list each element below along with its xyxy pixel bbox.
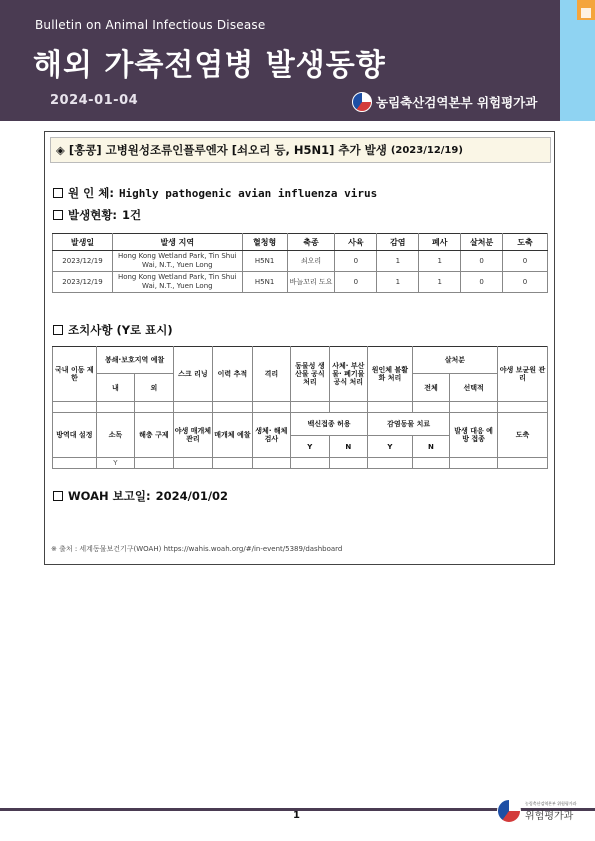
- checkbox-icon: [53, 491, 63, 501]
- woah-label: WOAH 보고일:: [68, 489, 151, 503]
- header-carcass-disposal: 사체· 부산물· 폐기물 공식 처리: [329, 347, 367, 402]
- bulletin-subtitle: Bulletin on Animal Infectious Disease: [35, 18, 266, 32]
- header-wildlife-reservoir: 야생 보균원 관리: [498, 347, 548, 402]
- value-cell: [213, 458, 253, 469]
- status-label: 발생현황:: [68, 208, 118, 222]
- col-raised: 사육: [335, 234, 377, 251]
- col-infected: 감염: [377, 234, 419, 251]
- value-cell: [53, 402, 97, 413]
- value-cell: Y: [96, 458, 134, 469]
- corner-decoration: [577, 0, 595, 20]
- woah-line: [53, 488, 228, 504]
- header-pathogen-inactivation: 원인체 불활화 처리: [368, 347, 413, 402]
- table-row: [53, 251, 548, 272]
- measures-line: [53, 322, 173, 338]
- cell-dead: 1: [419, 272, 461, 293]
- report-box: [44, 131, 555, 565]
- footer-agency-small: 농림축산검역본부 위험평가과: [525, 800, 577, 806]
- outbreak-table-header: [53, 234, 548, 251]
- status-value: 1건: [122, 208, 142, 222]
- value-cell: [135, 458, 173, 469]
- value-cell: [329, 458, 367, 469]
- cell-species: 바늘꼬리 도요: [287, 272, 335, 293]
- measures-table: [52, 346, 548, 469]
- header-wild-vector: 야생 매개체 관리: [173, 413, 213, 458]
- cell-slaughtered: 0: [503, 251, 548, 272]
- cell-species: 쇠오리: [287, 251, 335, 272]
- cell-region: Hong Kong Wetland Park, Tin Shui Wai, N.T., Yuen Long: [112, 251, 242, 272]
- col-dead: 폐사: [419, 234, 461, 251]
- header-inspection: 생체· 해체 검사: [252, 413, 290, 458]
- header-culling: 살처분: [412, 347, 497, 374]
- checkbox-icon: [53, 325, 63, 335]
- header-banner: [0, 0, 560, 121]
- agency-logo: [352, 92, 537, 112]
- value-cell: [412, 458, 449, 469]
- value-cell: [213, 402, 253, 413]
- footer-logo: [497, 799, 577, 823]
- header-vacc-yes: Y: [291, 436, 329, 458]
- header-emergency-vaccination: 발생 대응 예방 접종: [450, 413, 498, 458]
- header-treat-yes: Y: [368, 436, 413, 458]
- header-zone-surveillance: 봉쇄·보호지역 예찰: [96, 347, 173, 374]
- value-cell: [368, 402, 413, 413]
- cell-culled: 0: [461, 272, 503, 293]
- header-slaughter: 도축: [498, 413, 548, 458]
- page-title: 해외 가축전염병 발생동향: [33, 48, 386, 83]
- value-cell: [96, 402, 134, 413]
- government-emblem-icon: [352, 92, 372, 112]
- table-row: [53, 272, 548, 293]
- header-treatment: 감염동물 치료: [368, 413, 450, 436]
- page-number: 1: [293, 810, 300, 821]
- woah-date: 2024/01/02: [155, 489, 229, 503]
- cell-region: Hong Kong Wetland Park, Tin Shui Wai, N.T., Yuen Long: [112, 272, 242, 293]
- header-zoning: 방역대 설정: [53, 413, 97, 458]
- cell-serotype: H5N1: [242, 272, 287, 293]
- pathogen-line: [53, 185, 377, 201]
- value-cell: [135, 402, 173, 413]
- cell-infected: 1: [377, 272, 419, 293]
- header-quarantine: 격리: [252, 347, 290, 402]
- value-cell: [291, 402, 329, 413]
- status-line: [53, 207, 141, 223]
- header-traceability: 이력 추적: [213, 347, 253, 402]
- col-region: 발생 지역: [112, 234, 242, 251]
- header-vacc-no: N: [329, 436, 367, 458]
- header-cull-selective: 선택적: [450, 374, 498, 402]
- cell-date: 2023/12/19: [53, 272, 113, 293]
- value-cell: [291, 458, 329, 469]
- header-disinfection: 소독: [96, 413, 134, 458]
- value-cell: [498, 458, 548, 469]
- header-movement-restriction: 국내 이동 제한: [53, 347, 97, 402]
- cell-culled: 0: [461, 251, 503, 272]
- header-vaccination: 백신접종 허용: [291, 413, 368, 436]
- diamond-bullet-icon: ◈: [56, 143, 65, 157]
- cell-date: 2023/12/19: [53, 251, 113, 272]
- measures-label: 조치사항 (Y로 표시): [68, 323, 173, 337]
- outbreak-table: [52, 233, 548, 293]
- value-cell: [450, 402, 498, 413]
- header-vector-surveillance: 매개체 예찰: [213, 413, 253, 458]
- cell-raised: 0: [335, 272, 377, 293]
- government-emblem-icon: [497, 799, 521, 823]
- col-slaughtered: 도축: [503, 234, 548, 251]
- value-cell: [173, 402, 213, 413]
- header-outside: 외: [135, 374, 173, 402]
- checkbox-icon: [53, 188, 63, 198]
- topic-heading: [50, 137, 551, 163]
- footer-agency-name: 위험평가과: [525, 810, 574, 822]
- cell-raised: 0: [335, 251, 377, 272]
- pathogen-value: Highly pathogenic avian influenza virus: [118, 186, 378, 200]
- cell-slaughtered: 0: [503, 272, 548, 293]
- agency-name: 농림축산검역본부 위험평가과: [376, 95, 538, 110]
- value-cell: [252, 402, 290, 413]
- col-date: 발생일: [53, 234, 113, 251]
- value-cell: [252, 458, 290, 469]
- value-cell: [53, 458, 97, 469]
- cell-dead: 1: [419, 251, 461, 272]
- pathogen-label: 원 인 체:: [68, 186, 114, 200]
- header-screening: 스크 리닝: [173, 347, 213, 402]
- value-cell: [173, 458, 213, 469]
- value-cell: [498, 402, 548, 413]
- header-cull-all: 전체: [412, 374, 449, 402]
- topic-date: (2023/12/19): [390, 144, 463, 156]
- value-cell: [329, 402, 367, 413]
- topic-title: [홍콩] 고병원성조류인플루엔자 [쇠오리 등, H5N1] 추가 발생: [68, 143, 387, 157]
- header-pest-control: 해충 구제: [135, 413, 173, 458]
- col-culled: 살처분: [461, 234, 503, 251]
- header-animal-products: 동물성 생산물 공식 처리: [291, 347, 329, 402]
- header-inside: 내: [96, 374, 134, 402]
- cell-infected: 1: [377, 251, 419, 272]
- value-cell: [368, 458, 413, 469]
- value-cell: [412, 402, 449, 413]
- report-date: 2024-01-04: [50, 93, 139, 108]
- col-serotype: 혈청형: [242, 234, 287, 251]
- cell-serotype: H5N1: [242, 251, 287, 272]
- header-treat-no: N: [412, 436, 449, 458]
- source-note: ※ 출처 : 세계동물보건기구(WOAH) https://wahis.woah.org/#/in-event/5389/dashboard: [51, 545, 343, 553]
- col-species: 축종: [287, 234, 335, 251]
- checkbox-icon: [53, 210, 63, 220]
- value-cell: [450, 458, 498, 469]
